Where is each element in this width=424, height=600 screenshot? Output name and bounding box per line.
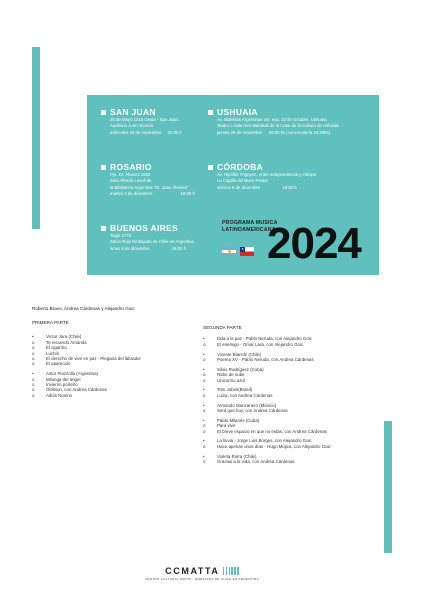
venue-hall: Teatro o Sala Niní Marshall de la Casa de la Cultura de Ushuaia xyxy=(217,123,339,129)
bullet-icon: • xyxy=(203,336,205,342)
venue-time: 20:00 hs (convocatoria 19:30hs) xyxy=(268,129,331,135)
program-item-text: El aparecido xyxy=(46,361,71,367)
program-item-text: El breve espacio en que no estás, con Andrea Cárdenas xyxy=(217,428,327,434)
venue-date: miércoles 26 de noviembre 21:00 h xyxy=(110,129,182,135)
part-title: SEGUNDA PARTE xyxy=(203,325,242,330)
venue-address: Av. Malvinas Argentinas s/n, esq. 12 de Octubre, Ushuaia. xyxy=(217,117,328,122)
circle-bullet-icon: o xyxy=(32,361,35,367)
bullet-icon: • xyxy=(203,387,205,393)
circle-bullet-icon: o xyxy=(32,339,35,345)
venue-time: 19:00 h xyxy=(180,191,195,197)
program-item-text: El enemigo - Omar Lara, con Alejandro Goic xyxy=(217,341,304,347)
venue-city: ROSARIO xyxy=(110,162,152,172)
program-item-text: El derecho de vivir en paz - Plegaria del labrador xyxy=(46,356,141,362)
program-item-text: Vicente Bianchi (Chile) xyxy=(217,351,262,357)
venue-time: 21:00 h xyxy=(167,129,182,135)
circle-bullet-icon: o xyxy=(203,341,206,347)
venue-date: martes 3 de diciembre 19:00 h xyxy=(110,191,195,197)
program-item-text: Víctor Jara (Chile) xyxy=(46,334,82,340)
program-item-text: Gracias a la vida, con Andrea Cárdenas xyxy=(217,459,295,465)
logo-name: CCMATTA xyxy=(165,566,220,576)
circle-bullet-icon: o xyxy=(203,423,206,429)
program-subitem xyxy=(203,357,331,362)
circle-bullet-icon: o xyxy=(32,350,35,356)
program-item-text: Luiza, con Andrea Cárdenas xyxy=(217,392,273,398)
circle-bullet-icon: o xyxy=(203,377,206,383)
venue-hall: Auditorio Juan Victoria xyxy=(110,123,153,129)
argentina-flag-icon xyxy=(222,247,236,256)
venue-address: Av. Hipólito Yrigoyen, entre Independencia y Obispo xyxy=(217,172,317,177)
square-bullet-icon xyxy=(101,226,106,231)
venue-city: CÓRDOBA xyxy=(217,162,264,172)
venue-hall: La Capilla del Buen Pastor xyxy=(217,178,268,184)
bullet-icon: • xyxy=(32,371,34,377)
program-part-one xyxy=(32,320,141,398)
program-list xyxy=(32,334,141,398)
circle-bullet-icon: o xyxy=(32,392,35,398)
program-part-two xyxy=(203,325,331,464)
year-title: 2024 xyxy=(267,219,361,268)
logo-tagline: CENTRO CULTURAL MATTA - EMBAJADA DE CHILE EN ARGENTINA xyxy=(145,577,260,581)
venue-city: BUENOS AIRES xyxy=(110,223,178,233)
program-item-text: Rabo de nube xyxy=(217,372,245,378)
circle-bullet-icon: o xyxy=(203,459,206,465)
program-item-text: Oda a la paz - Pablo Neruda, con Alejandro Goic xyxy=(217,336,312,342)
program-item-text: Astor Piazzolla (Argentina) xyxy=(46,371,98,377)
circle-bullet-icon: o xyxy=(32,376,35,382)
bullet-icon: • xyxy=(203,453,205,459)
program-label: PROGRAMA MUSICA LATINOAMERICANA xyxy=(222,220,278,233)
circle-bullet-icon: o xyxy=(32,382,35,388)
circle-bullet-icon: o xyxy=(32,345,35,351)
venue-san-juan xyxy=(101,107,182,136)
circle-bullet-icon: o xyxy=(203,408,206,414)
chile-flag-icon: ★ xyxy=(240,247,254,256)
venue-time: 19:00 h xyxy=(282,184,297,190)
circle-bullet-icon: o xyxy=(203,428,206,434)
venue-hall: la Biblioteca Argentina "Dr. Juan Álvarez" xyxy=(110,184,189,190)
program-list xyxy=(203,336,331,464)
circle-bullet-icon: o xyxy=(203,392,206,398)
program-item-text: Violeta Parra (Chile) xyxy=(217,453,257,459)
venue-address: Pje. Dr. Álvarez 1550 xyxy=(110,172,151,177)
bullet-icon: • xyxy=(203,402,205,408)
right-accent-bar xyxy=(384,421,392,553)
circle-bullet-icon: o xyxy=(32,387,35,393)
square-bullet-icon xyxy=(101,110,106,115)
venue-time: 19:00 h xyxy=(171,245,186,251)
venue-ushuaia xyxy=(208,107,339,136)
flags xyxy=(222,247,254,256)
program-item-text: Tom Jobim(Brasil) xyxy=(217,387,253,393)
circle-bullet-icon: o xyxy=(203,357,206,363)
program-subitem xyxy=(203,429,331,434)
program-item-text: La lluvia - Jorge Luis Borges, con Alejandro Goic xyxy=(217,438,312,444)
bullet-icon: • xyxy=(203,366,205,372)
program-item-text: Hace apenas unos días - Hugo Mujica, con Alejandro Goic xyxy=(217,443,331,449)
venue-cordoba xyxy=(208,162,316,191)
square-bullet-icon xyxy=(208,165,213,170)
program-item-text: Luchín xyxy=(46,350,60,356)
program-item-text: Adiós Nonino xyxy=(46,392,73,398)
bullet-icon: • xyxy=(203,417,205,423)
program-item-text: El cigarrito xyxy=(46,345,67,351)
program-subitem xyxy=(203,444,331,449)
logo-bars-icon xyxy=(223,567,239,575)
performers: Roberto Bravo, Andrea Cárdenas y Alejandro Goic xyxy=(32,306,135,311)
program-item-text: Invierno porteño xyxy=(46,382,78,388)
venue-hall: Salón Rojo Embajada de Chile en Argentina xyxy=(110,239,194,245)
circle-bullet-icon: o xyxy=(203,443,206,449)
ccmatta-logo xyxy=(145,566,259,581)
program-item-text: Poema XV - Pablo Neruda, con Andrea Cárdenas xyxy=(217,357,314,363)
venue-address: Tagle 2772 xyxy=(110,233,132,238)
venue-date: lunes 9 de diciembre 19:00 h xyxy=(110,245,186,251)
square-bullet-icon xyxy=(208,110,213,115)
bullet-icon: • xyxy=(32,334,34,340)
venue-rosario xyxy=(101,162,195,198)
left-accent-bar xyxy=(32,47,40,229)
program-subitem xyxy=(32,393,141,398)
program-item-text: Milonga del ángel xyxy=(46,376,81,382)
venue-date: jueves 29 de noviembre 20:00 hs (convocatoria 19:30hs) xyxy=(217,129,331,135)
program-item-text: Oblivion, con Andrea Cárdenas xyxy=(46,387,107,393)
program-item-text: Unicornio azul xyxy=(217,377,245,383)
venue-address: 25 de Mayo 1215 Oeste - San Juan. xyxy=(110,117,180,122)
venue-city: USHUAIA xyxy=(217,107,258,117)
venue-date: viernes 6 de diciembre 19:00 h xyxy=(217,184,297,190)
program-item-text: Para vivir xyxy=(217,423,236,429)
venue-hall: Sala Alfredo Lovell de xyxy=(110,178,152,184)
square-bullet-icon xyxy=(101,165,106,170)
part-title: PRIMERA PARTE xyxy=(32,320,69,325)
program-item-text: Armando Manzanero (México) xyxy=(217,402,277,408)
program-item-text: Te recuerdo Amanda xyxy=(46,339,87,345)
program-item-text: Pablo Milanés (Cuba) xyxy=(217,417,260,423)
venue-city: SAN JUAN xyxy=(110,107,156,117)
program-item-text: Silvio Rodríguez (Cuba) xyxy=(217,366,264,372)
bullet-icon: • xyxy=(203,438,205,444)
bullet-icon: • xyxy=(203,351,205,357)
program-subitem xyxy=(203,459,331,464)
circle-bullet-icon: o xyxy=(32,356,35,362)
venue-buenos-aires xyxy=(101,223,194,252)
program-item-text: Será que hoy, con Andrea Cárdenas xyxy=(217,408,288,414)
circle-bullet-icon: o xyxy=(203,372,206,378)
